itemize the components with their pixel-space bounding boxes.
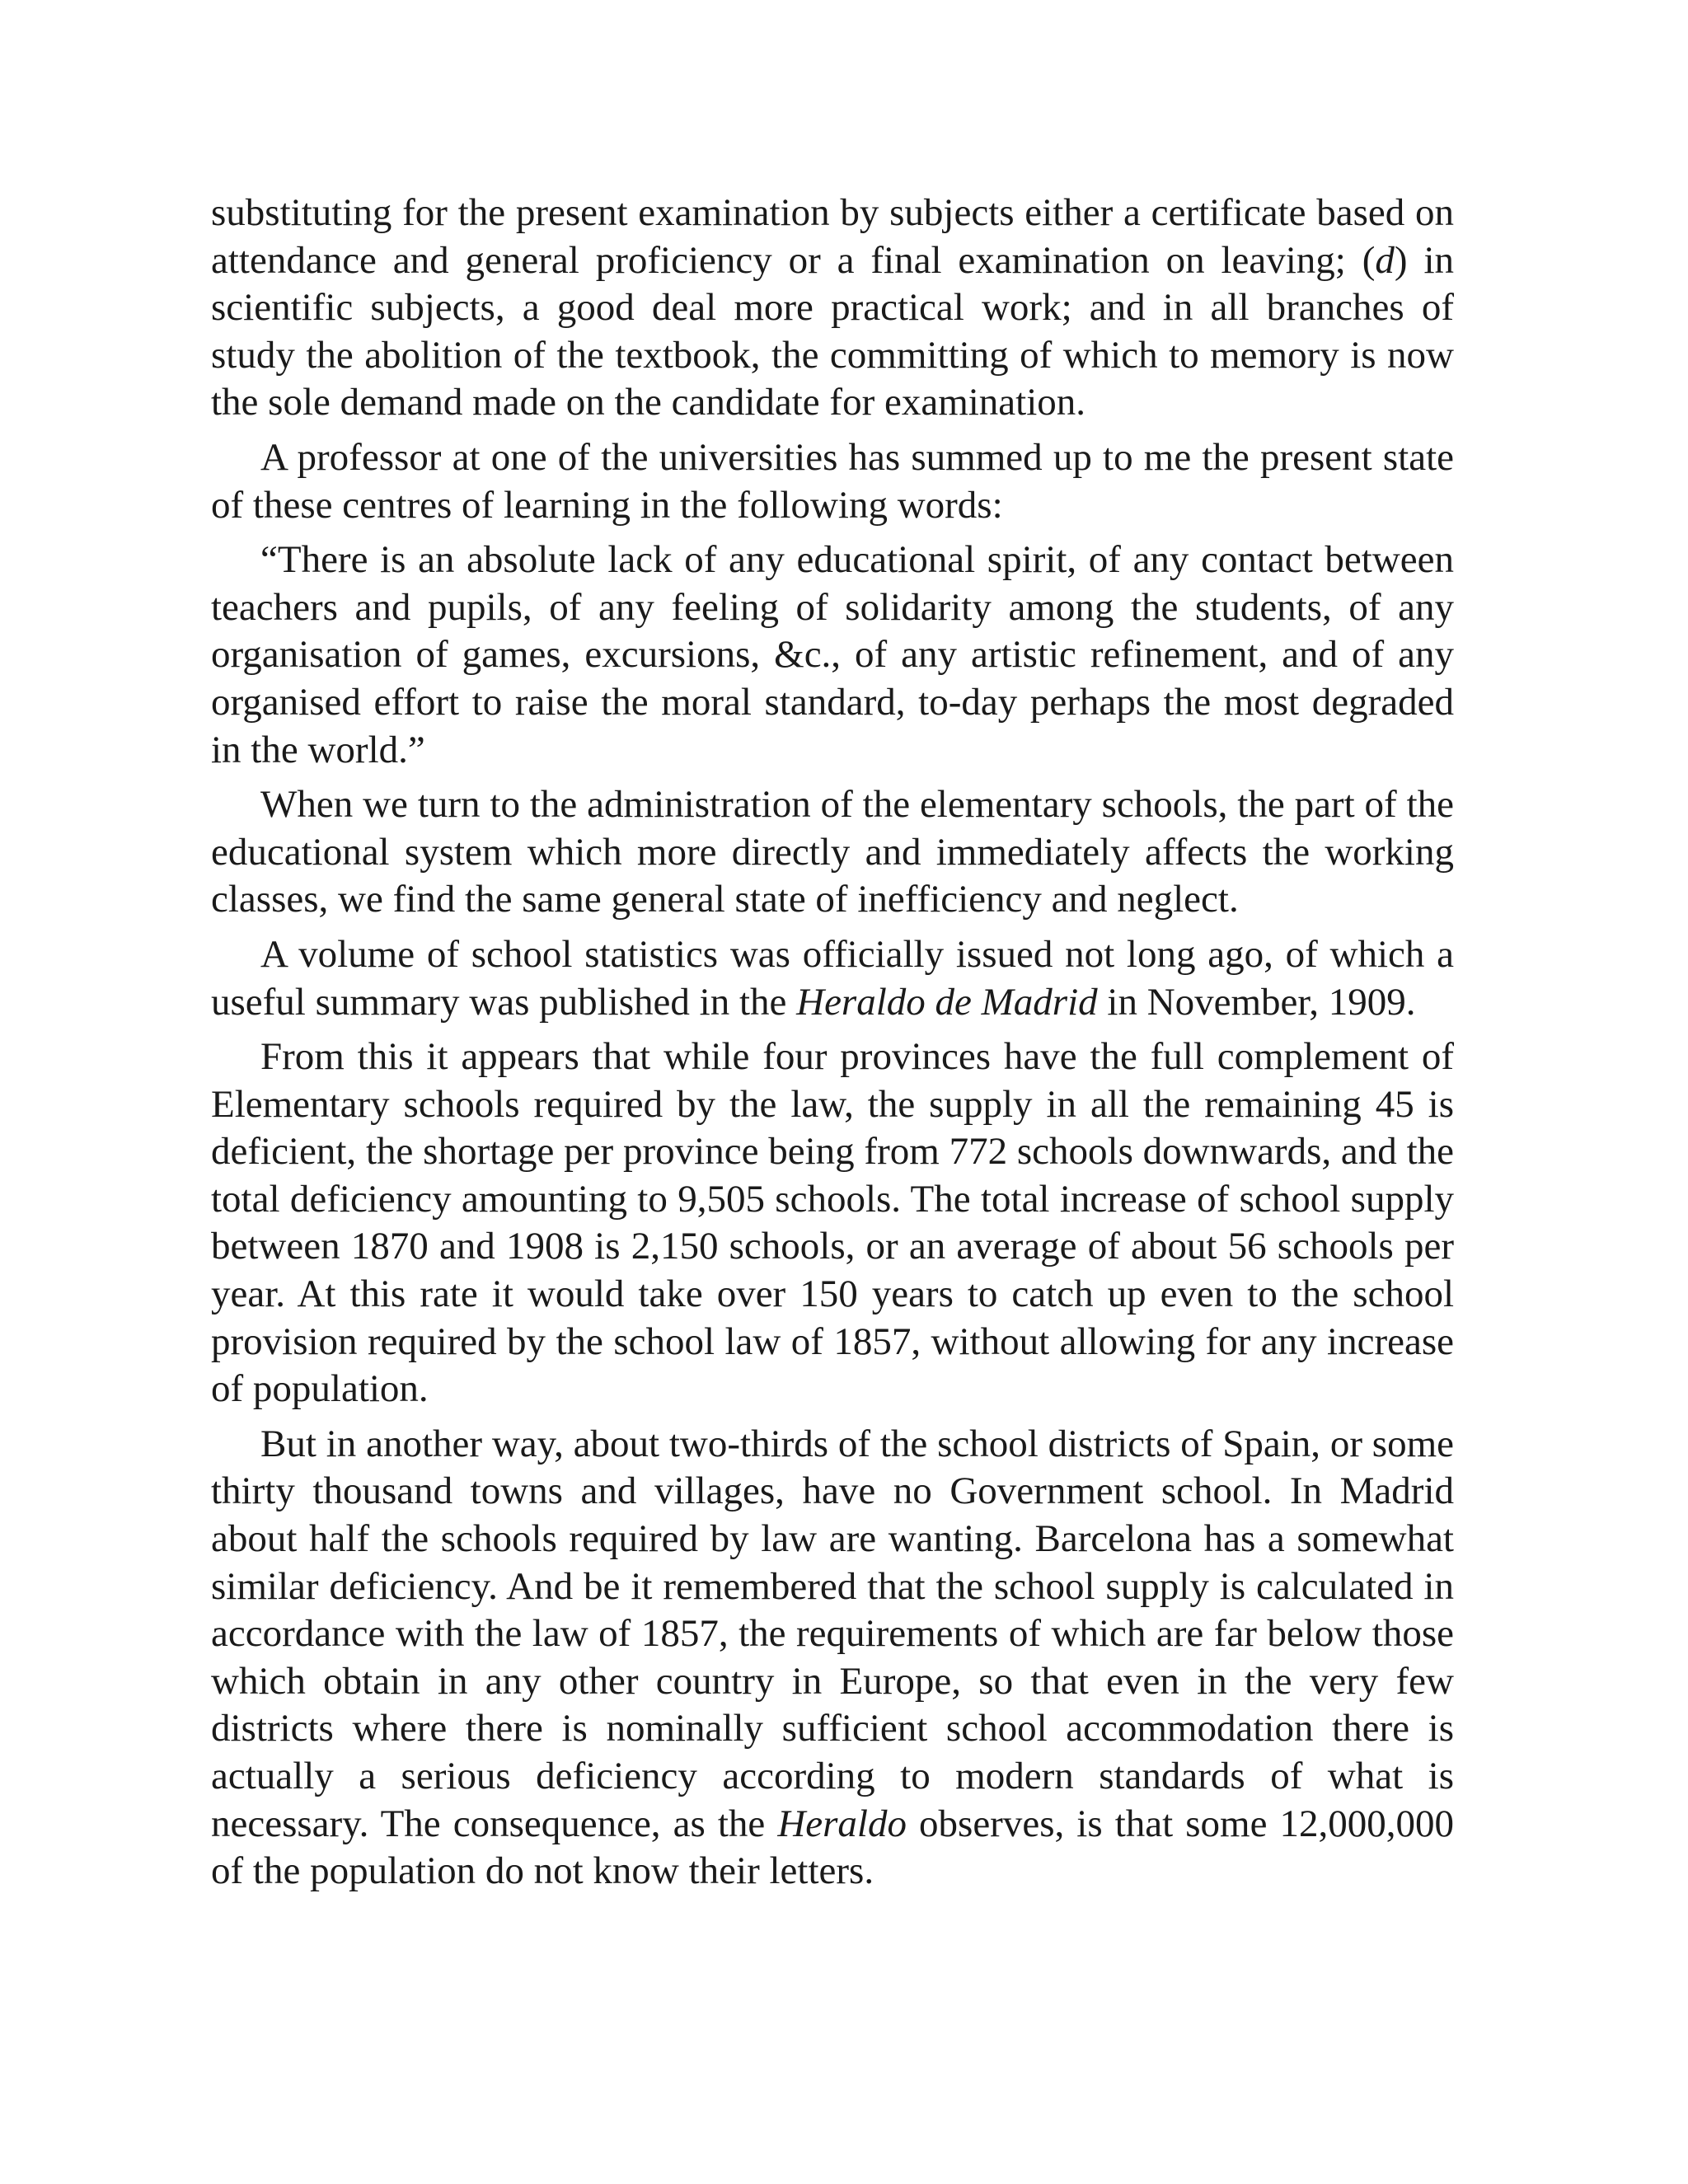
text-run: substituting for the present examination by subjects either a certificate based on attendance and general proficiency or a final examination on leaving; ( [211,191,1454,282]
paragraph-districts [211,1421,1454,1896]
paragraph-quote: “There is an absolute lack of any educational spirit, of any contact between teachers and pupils, of any feeling of solidarity among the students, of any organisation of games, excursions, &c., of any artistic refinement, and of any organised effort to raise the moral standard, to-day perhaps the most degraded in the world.” [211,538,1454,771]
italic-run: Heraldo de Madrid [796,980,1098,1024]
paragraph-professor: A professor at one of the universities has summed up to me the present state of these centres of learning in the following words: [211,435,1454,527]
text-run: But in another way, about two-thirds of the school districts of Spain, or some thirty thousand towns and villages, have no Government school. In Madrid about half the schools required by law are wanting. Barcelona has a somewhat similar deficiency. And be it remembered that the school supply is calculated in accordance with the law of 1857, the requirements of which are far below those which obtain in any other country in Europe, so that even in the very few districts where there is nominally sufficient school accommodation there is actually a serious deficiency according to modern standards of what is necessary. The consequence, as the [211,1422,1454,1845]
text-run: A volume of school statistics was officially issued not long ago, of which a useful summary was published in the [211,932,1454,1024]
paragraph-elementary-schools: When we turn to the administration of the elementary schools, the part of the educational system which more directly and immediately affects the working classes, we find the same general state of inefficiency and neglect. [211,783,1454,921]
paragraph-provinces: From this it appears that while four provinces have the full complement of Elementary schools required by the law, the supply in all the remaining 45 is deficient, the shortage per province being from 772 schools downwards, and the total deficiency amounting to 9,505 schools. The total increase of school supply between 1870 and 1908 is 2,150 schools, or an average of about 56 schools per year. At this rate it would take over 150 years to catch up even to the school provision required by the school law of 1857, without allowing for any increase of population. [211,1035,1454,1411]
paragraph-statistics [211,931,1454,1026]
text-run: observes, is that some 12,000,000 of the population do not know their letters. [211,1802,1454,1893]
page-body [211,190,1454,1903]
text-run: in November, 1909. [1097,980,1416,1024]
italic-run: d [1375,238,1395,282]
italic-run: Heraldo [777,1802,907,1845]
text-run: ) in scientific subjects, a good deal more practical work; and in all branches of study the abolition of the textbook, the committing of which to memory is now the sole demand made on the candidate for examination. [211,238,1454,424]
paragraph-continuation [211,190,1454,427]
